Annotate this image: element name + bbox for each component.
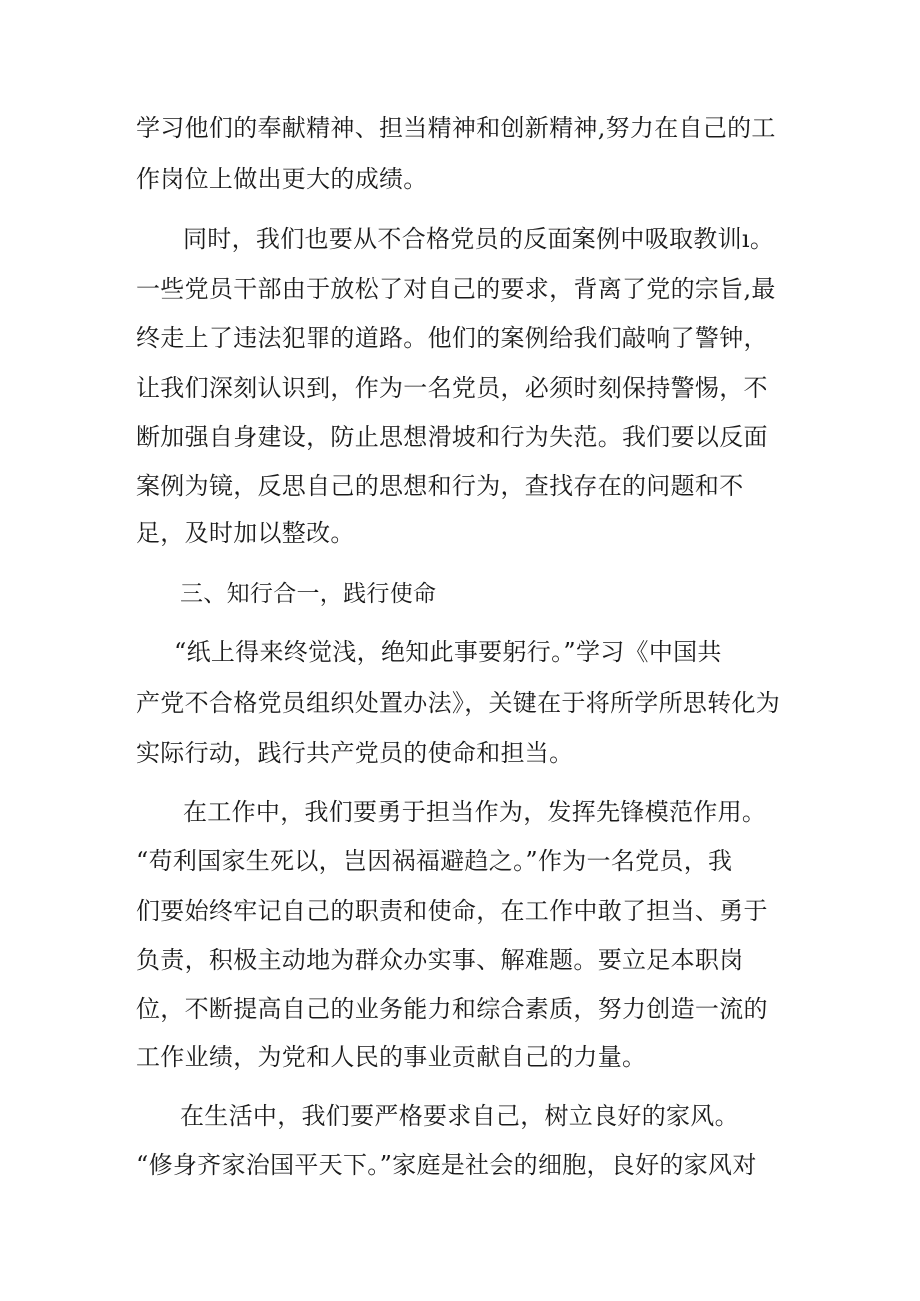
paragraph-3-line-2: 产党不合格党员组织处置办法》，关键在于将所学所思转化为 — [136, 689, 781, 717]
paragraph-4-line-6: 工作业绩，为党和人民的事业贡献自己的力量。 — [136, 1043, 647, 1071]
paragraph-4-line-3: 们要始终牢记自己的职责和使命，在工作中敢了担当、勇于 — [136, 897, 768, 925]
paragraph-3-line-1: “纸上得来终觉浅，绝知此事要躬行。”学习《中国共 — [174, 638, 722, 666]
paragraph-2-line-7: 足，及时加以整改。 — [136, 519, 355, 547]
paragraph-2-line-1: 同时，我们也要从不合格党员的反面案例中吸取教训ı。 — [183, 225, 775, 253]
paragraph-1-line-2: 作岗位上做出更大的成绩。 — [136, 165, 428, 193]
paragraph-2-line-3: 终走上了违法犯罪的道路。他们的案例给我们敲响了警钟， — [136, 324, 768, 352]
paragraph-4-line-1: 在工作中，我们要勇于担当作为，发挥先锋模范作用。 — [183, 798, 767, 826]
paragraph-5-line-1: 在生活中，我们要严格要求自己，树立良好的家风。 — [180, 1102, 739, 1130]
paragraph-2-line-5: 断加强自身建设，防止思想滑坡和行为失范。我们要以反面 — [136, 423, 768, 451]
paragraph-2-line-6: 案例为镜，反思自己的思想和行为，查找存在的问题和不 — [136, 472, 744, 500]
paragraph-4-line-2: “苟利国家生死以，岂因祸福避趋之。”作为一名党员，我 — [136, 847, 733, 875]
paragraph-2-line-2: 一些党员干部由于放松了对自己的要求，背离了党的宗旨,最 — [136, 275, 776, 303]
paragraph-2-line-4: 让我们深刻认识到，作为一名党员，必须时刻保持警惕，不 — [136, 374, 768, 402]
paragraph-5-line-2: “修身齐家治国平天下。”家庭是社会的细胞，良好的家风对 — [136, 1151, 757, 1179]
section-heading: 三、知行合一，践行使命 — [180, 581, 437, 607]
paragraph-3-line-3: 实际行动，践行共产党员的使命和担当。 — [136, 739, 574, 767]
paragraph-4-line-5: 位，不断提高自己的业务能力和综合素质，努力创造一流的 — [136, 995, 768, 1023]
paragraph-1-line-1: 学习他们的奉献精神、担当精神和创新精神,努力在自己的工 — [136, 114, 776, 142]
paragraph-4-line-4: 负责，积极主动地为群众办实事、解难题。要立足本职岗 — [136, 946, 744, 974]
